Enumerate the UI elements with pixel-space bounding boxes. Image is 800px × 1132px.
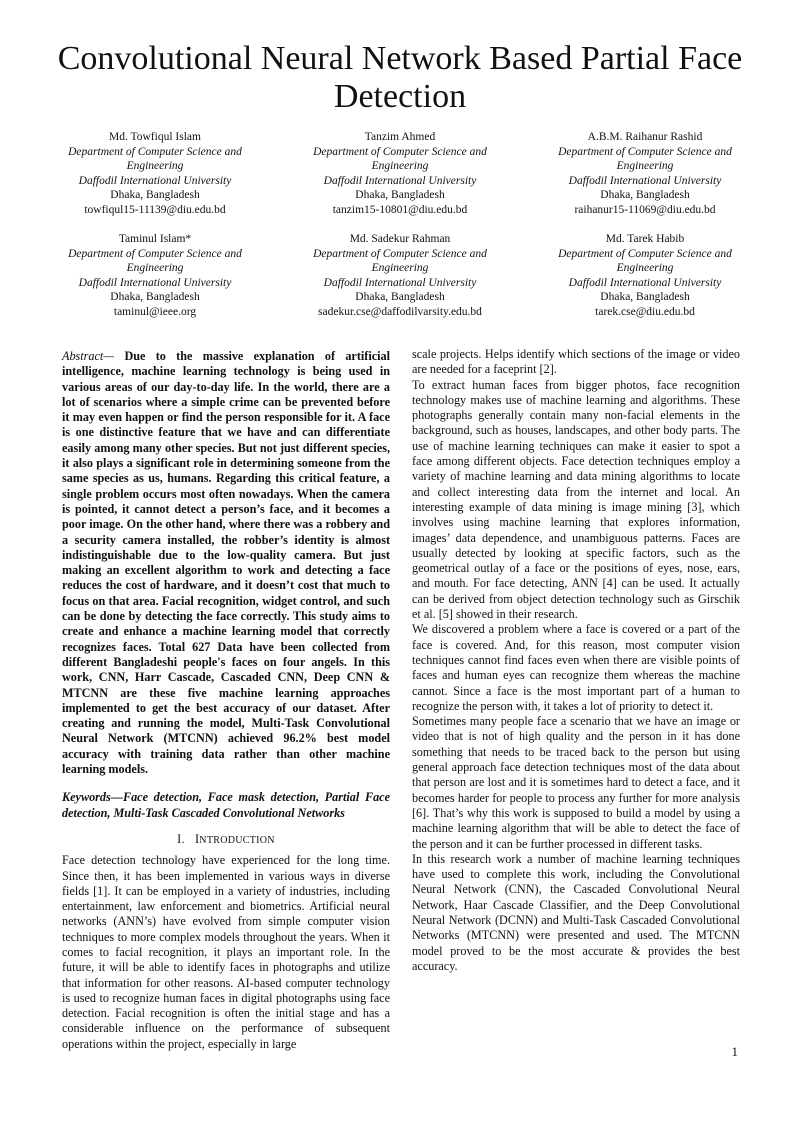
author-university: Daffodil International University [78,174,232,187]
author-department: Department of Computer Science and Engineering [313,145,487,172]
abstract-text: Due to the massive explanation of artificial intelligence, machine learning technology is being used in various areas of our day-to-day life. In the world, there are a lot of scenarios where a simple crime can be prevented before it may even happen or find the person responsible for it. A face is one distinctive feature that we have and can differentiate easily among many other species. But not just different species, it also plays a significant role in determining someone from the same species as us, humans. Regarding this critical feature, a single problem occurs most often nowadays. When the camera is pointed, it cannot detect a person’s face, and it becomes a poor image. On the other hand, where there was a robbery and a security camera installed, the robber’s identity is almost indistinguishable due to the low-quality camera. But just making an excellent algorithm to work and detecting a face reduces the cost of hardware, and it doesn’t cost that much to focus on that area. Facial recognition, widget control, and such can be done by detecting the face correctly. This study aims to create and enhance a machine learning model that correctly recognizes faces. Total 627 Data have been collected from different Bangladeshi people's faces on four angels. In this work, CNN, Harr Cascade, Cascaded CNN, Deep CNN & MTCNN are these five machine learning approaches implemented to get the best accuracy of our dataset. After creating and running the model, Multi-Task Convolutional Neural Network (MTCNN) achieved 96.2% best model accuracy with training data rather than other machine learning models. [62,349,390,777]
author-email: towfiqul15-11139@diu.edu.bd [84,203,226,216]
author-department: Department of Computer Science and Engineering [68,145,242,172]
section-numeral: I. [177,831,185,846]
body-paragraph: scale projects. Helps identify which sections of the image or video are needed for a faceprint [2]. [412,347,740,377]
author-name: Tanzim Ahmed [364,131,436,143]
abstract-label: Abstract— [62,349,115,363]
author-email: taminul@ieee.org [113,305,197,318]
author-card [285,232,515,319]
author-university: Daffodil International University [323,174,477,187]
author-name: Taminul Islam* [118,233,192,245]
author-email: sadekur.cse@daffodilvarsity.edu.bd [318,305,482,318]
author-block [40,130,760,334]
keywords-label: Keywords— [62,790,123,805]
author-card [530,130,760,217]
body-paragraph: Sometimes many people face a scenario that we have an image or video that is not of high quality and the person in it has done something that needs to be traced back to the person but using general approach face detection techniques most of the data about that person are lost and it is sometimes hard to detect a face, and it becomes harder for people to process any further for more analysis [6]. That’s why this work is supposed to build a model by using a machine learning algorithm that will be able to detect the face of the person and it can be further processed in different tasks. [412,714,740,851]
author-location: Dhaka, Bangladesh [600,189,690,201]
author-email: tanzim15-10801@diu.edu.bd [332,203,468,216]
author-card [40,232,270,319]
keywords [62,790,390,821]
author-department: Department of Computer Science and Engineering [558,145,732,172]
author-card [530,232,760,319]
section-title-rest: NTRODUCTION [199,834,275,846]
author-university: Daffodil International University [323,276,477,289]
author-department: Department of Computer Science and Engineering [558,247,732,274]
author-email: raihanur15-11069@diu.edu.bd [574,203,716,216]
author-university: Daffodil International University [568,276,722,289]
body-paragraph: In this research work a number of machine learning techniques have used to complete this work, including the Convolutional Neural Network (CNN), the Cascaded Convolutional Neural Network, Haar Cascade Classifier, and the Deep Convolutional Neural Network (DCNN) and Multi-Task Cascaded Convolutional Networks (MTCNN) were presented and used. The MTCNN model proved to be the most accurate & provides the best accuracy. [412,851,740,973]
right-column [412,347,740,974]
page-number: 1 [731,1044,738,1059]
author-location: Dhaka, Bangladesh [355,189,445,201]
author-name: A.B.M. Raihanur Rashid [587,131,703,143]
body-paragraph: To extract human faces from bigger photos, face recognition technology makes use of machine learning and algorithms. These photographs generally contain many non-facial elements in the background, such as houses, landscapes, and other body parts. The use of machine learning techniques can make it easier to spot a face among different objects. Face detection techniques employ a variety of machine learning and data mining algorithms to locate and collect interesting data from the internet and local. An interesting example of data mining is image mining [3], which involves using machine learning that explores information, images’ data dependence, and unambiguous patterns. Faces are usually detected by looking at specific factors, such as the geometrical outlay of a face or the positions of eyes, nose, ears, and mouth. For face detecting, ANN [4] can be used. It actually can be derived from object detection technology such as Girschik et al. [5] showed in their research. [412,377,740,622]
author-card [285,130,515,217]
section-first-letter: I [194,831,200,846]
author-department: Department of Computer Science and Engineering [68,247,242,274]
author-name: Md. Tarek Habib [605,233,685,245]
abstract [62,349,390,777]
author-name: Md. Towfiqul Islam [109,131,201,143]
author-row-2 [40,232,760,319]
section-heading-introduction [62,832,390,848]
keywords-text: Face detection, Face mask detection, Partial Face detection, Multi-Task Cascaded Convolutional Networks [62,790,390,820]
author-location: Dhaka, Bangladesh [110,291,200,303]
author-email: tarek.cse@diu.edu.bd [595,305,695,318]
body-paragraph: We discovered a problem where a face is covered or a part of the face is covered. And, for this reason, most computer vision techniques cannot find faces even when there are visible points of faces and human eyes can recognize them whereas the machine cannot. Since a face is the most important part of a human to recognize the person with, it takes a lot of priority to detect it. [412,622,740,713]
author-row-1 [40,130,760,217]
author-location: Dhaka, Bangladesh [110,189,200,201]
author-university: Daffodil International University [78,276,232,289]
author-card [40,130,270,217]
author-department: Department of Computer Science and Engineering [313,247,487,274]
author-name: Md. Sadekur Rahman [349,233,451,245]
author-location: Dhaka, Bangladesh [600,291,690,303]
body-paragraph: Face detection technology have experienced for the long time. Since then, it has been implemented in various ways in diverse fields [1]. It can be employed in a variety of industries, including entertainment, law enforcement and biometrics. Artificial neural networks (ANN’s) have evolved from simple computer vision techniques to more complex models throughout the years. When it comes to facial recognition, it plays an important role. In the future, it will be able to identify faces in photographs and utilize that information for other reasons. AI-based computer technology is used to recognize human faces in digital photographs using face detection. Facial recognition is often the initial stage and has a considerable influence on the performance of subsequent operations within the project, especially in large [62,853,390,1051]
author-location: Dhaka, Bangladesh [355,291,445,303]
author-university: Daffodil International University [568,174,722,187]
paper-title: Convolutional Neural Network Based Partial Face Detection [57,40,743,115]
left-column [62,349,390,1052]
